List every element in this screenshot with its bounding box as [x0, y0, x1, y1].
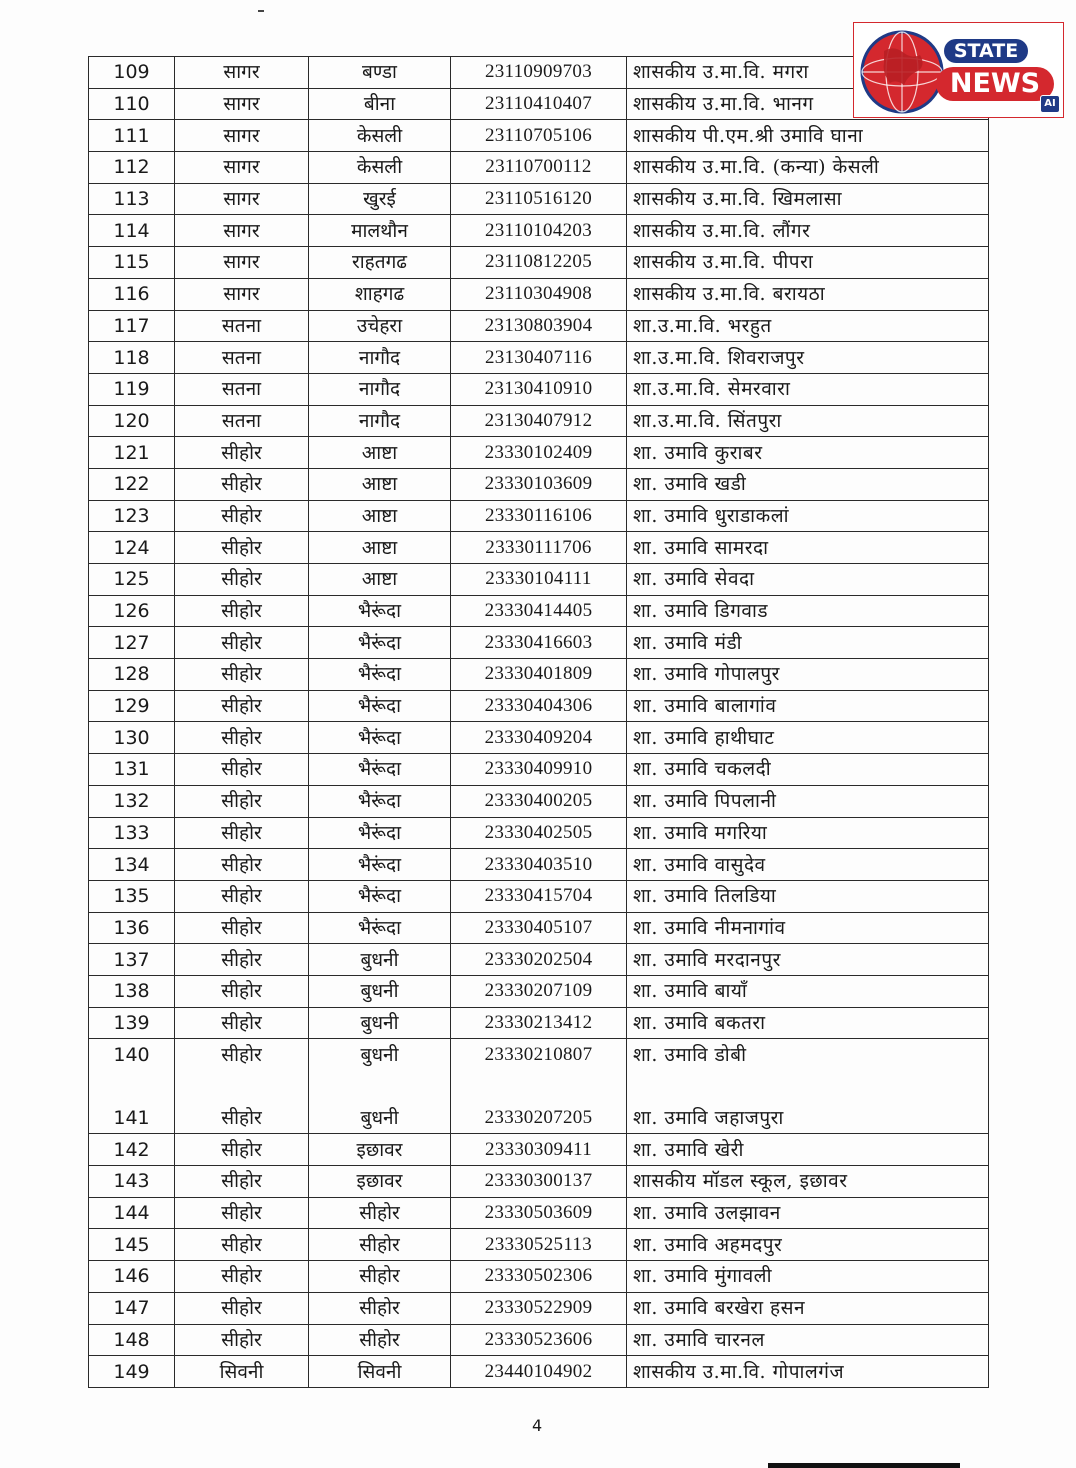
table-row	[89, 278, 989, 310]
district-cell: सीहोर	[175, 1007, 309, 1039]
school-name-cell: शा. उमावि सामरदा	[627, 532, 989, 564]
table-row	[89, 247, 989, 279]
district-cell: सीहोर	[175, 1324, 309, 1356]
spacer-cell	[451, 1071, 627, 1103]
district-cell: सीहोर	[175, 817, 309, 849]
table-body	[89, 57, 989, 1388]
table-row	[89, 564, 989, 596]
udise-code-cell: 23110516120	[451, 183, 627, 215]
district-cell: सागर	[175, 57, 309, 89]
udise-code-cell: 23110812205	[451, 247, 627, 279]
scan-mark	[258, 10, 264, 12]
district-cell: सागर	[175, 152, 309, 184]
udise-code-cell: 23330202504	[451, 944, 627, 976]
table-row	[89, 1102, 989, 1134]
serial-number-cell: 130	[89, 722, 175, 754]
table-row	[89, 722, 989, 754]
serial-number-cell: 148	[89, 1324, 175, 1356]
spacer-cell	[627, 1071, 989, 1103]
udise-code-cell: 23330403510	[451, 849, 627, 881]
district-cell: सीहोर	[175, 944, 309, 976]
block-cell: सीहोर	[309, 1292, 451, 1324]
table-row	[89, 405, 989, 437]
serial-number-cell: 141	[89, 1102, 175, 1134]
block-cell: बुधनी	[309, 975, 451, 1007]
udise-code-cell: 23330503609	[451, 1197, 627, 1229]
district-cell: सीहोर	[175, 690, 309, 722]
block-cell: आष्टा	[309, 468, 451, 500]
block-cell: भैरूंदा	[309, 627, 451, 659]
table-row	[89, 1229, 989, 1261]
district-cell: सीहोर	[175, 754, 309, 786]
block-cell: भैरूंदा	[309, 912, 451, 944]
school-name-cell: शा. उमावि नीमनागांव	[627, 912, 989, 944]
block-cell: इछावर	[309, 1134, 451, 1166]
district-cell: सीहोर	[175, 532, 309, 564]
serial-number-cell: 110	[89, 88, 175, 120]
district-cell: सतना	[175, 310, 309, 342]
udise-code-cell: 23330207205	[451, 1102, 627, 1134]
school-name-cell: शा. उमावि अहमदपुर	[627, 1229, 989, 1261]
table-row	[89, 785, 989, 817]
serial-number-cell: 145	[89, 1229, 175, 1261]
district-cell: सतना	[175, 405, 309, 437]
serial-number-cell: 115	[89, 247, 175, 279]
serial-number-cell: 135	[89, 880, 175, 912]
udise-code-cell: 23330416603	[451, 627, 627, 659]
school-name-cell: शासकीय उ.मा.वि. पीपरा	[627, 247, 989, 279]
district-cell: सीहोर	[175, 975, 309, 1007]
school-name-cell: शा. उमावि तिलडिया	[627, 880, 989, 912]
block-cell: सीहोर	[309, 1229, 451, 1261]
table-row	[89, 690, 989, 722]
table-row	[89, 1356, 989, 1388]
district-cell: सीहोर	[175, 564, 309, 596]
school-name-cell: शा. उमावि खडी	[627, 468, 989, 500]
school-name-cell: शा. उमावि चारनल	[627, 1324, 989, 1356]
block-cell: भैरूंदा	[309, 785, 451, 817]
udise-code-cell: 23440104902	[451, 1356, 627, 1388]
district-cell: सीहोर	[175, 1039, 309, 1071]
block-cell: बुधनी	[309, 1007, 451, 1039]
district-cell: सागर	[175, 183, 309, 215]
district-cell: सागर	[175, 247, 309, 279]
block-cell: केसली	[309, 120, 451, 152]
serial-number-cell: 119	[89, 373, 175, 405]
district-cell: सतना	[175, 342, 309, 374]
block-cell: सिवनी	[309, 1356, 451, 1388]
block-cell: केसली	[309, 152, 451, 184]
school-name-cell: शा. उमावि मंडी	[627, 627, 989, 659]
school-name-cell: शा. उमावि बायाँ	[627, 975, 989, 1007]
udise-code-cell: 23330402505	[451, 817, 627, 849]
school-name-cell: शासकीय उ.मा.वि. गोपालगंज	[627, 1356, 989, 1388]
block-cell: नागौद	[309, 373, 451, 405]
serial-number-cell: 139	[89, 1007, 175, 1039]
block-cell: आष्टा	[309, 532, 451, 564]
district-cell: सीहोर	[175, 849, 309, 881]
table-row	[89, 912, 989, 944]
table-row	[89, 120, 989, 152]
page-number: 4	[532, 1416, 543, 1435]
serial-number-cell: 144	[89, 1197, 175, 1229]
table-row	[89, 468, 989, 500]
udise-code-cell: 23110304908	[451, 278, 627, 310]
district-cell: सागर	[175, 88, 309, 120]
school-name-cell: शासकीय उ.मा.वि. लौंगर	[627, 215, 989, 247]
school-name-cell: शा.उ.मा.वि. सिंतपुरा	[627, 405, 989, 437]
school-name-cell: शासकीय उ.मा.वि. खिमलासा	[627, 183, 989, 215]
school-name-cell: शा. उमावि खेरी	[627, 1134, 989, 1166]
serial-number-cell: 122	[89, 468, 175, 500]
serial-number-cell: 138	[89, 975, 175, 1007]
school-name-cell: शा. उमावि बालागांव	[627, 690, 989, 722]
state-news-logo	[853, 22, 1064, 118]
district-cell: सीहोर	[175, 500, 309, 532]
table-row	[89, 849, 989, 881]
udise-code-cell: 23330300137	[451, 1166, 627, 1198]
udise-code-cell: 23330404306	[451, 690, 627, 722]
district-cell: सागर	[175, 120, 309, 152]
udise-code-cell: 23130407116	[451, 342, 627, 374]
district-cell: सीहोर	[175, 1229, 309, 1261]
table-row	[89, 532, 989, 564]
serial-number-cell: 118	[89, 342, 175, 374]
serial-number-cell: 127	[89, 627, 175, 659]
udise-code-cell: 23130407912	[451, 405, 627, 437]
school-name-cell: शा. उमावि मरदानपुर	[627, 944, 989, 976]
serial-number-cell: 140	[89, 1039, 175, 1071]
block-cell: उचेहरा	[309, 310, 451, 342]
school-name-cell: शा. उमावि हाथीघाट	[627, 722, 989, 754]
table-row	[89, 1197, 989, 1229]
serial-number-cell: 120	[89, 405, 175, 437]
block-cell: सीहोर	[309, 1261, 451, 1293]
district-cell: सीहोर	[175, 1292, 309, 1324]
table-row	[89, 183, 989, 215]
school-name-cell: शा.उ.मा.वि. शिवराजपुर	[627, 342, 989, 374]
block-cell: भैरूंदा	[309, 659, 451, 691]
block-cell: भैरूंदा	[309, 595, 451, 627]
udise-code-cell: 23330523606	[451, 1324, 627, 1356]
district-cell: सीहोर	[175, 1261, 309, 1293]
udise-code-cell: 23330400205	[451, 785, 627, 817]
block-cell: नागौद	[309, 342, 451, 374]
table-row	[89, 659, 989, 691]
udise-code-cell: 23130803904	[451, 310, 627, 342]
school-list-table	[88, 56, 989, 1388]
school-name-cell: शा. उमावि मगरिया	[627, 817, 989, 849]
district-cell: सीहोर	[175, 880, 309, 912]
table-row	[89, 215, 989, 247]
serial-number-cell: 123	[89, 500, 175, 532]
table-row	[89, 310, 989, 342]
table-row	[89, 595, 989, 627]
table-row	[89, 1039, 989, 1071]
school-name-cell: शा.उ.मा.वि. सेमरवारा	[627, 373, 989, 405]
logo-news-text: NEWS	[936, 67, 1054, 101]
block-cell: आष्टा	[309, 500, 451, 532]
school-name-cell: शा. उमावि बरखेरा हसन	[627, 1292, 989, 1324]
school-name-cell: शा. उमावि जहाजपुरा	[627, 1102, 989, 1134]
udise-code-cell: 23330116106	[451, 500, 627, 532]
school-name-cell: शा. उमावि डिगवाड	[627, 595, 989, 627]
udise-code-cell: 23330409910	[451, 754, 627, 786]
serial-number-cell: 142	[89, 1134, 175, 1166]
block-cell: खुरई	[309, 183, 451, 215]
district-cell: सीहोर	[175, 627, 309, 659]
school-name-cell: शा. उमावि धुराडाकलां	[627, 500, 989, 532]
table-row	[89, 880, 989, 912]
table-row	[89, 627, 989, 659]
udise-code-cell: 23110700112	[451, 152, 627, 184]
serial-number-cell: 147	[89, 1292, 175, 1324]
block-cell: नागौद	[309, 405, 451, 437]
serial-number-cell: 126	[89, 595, 175, 627]
udise-code-cell: 23330213412	[451, 1007, 627, 1039]
udise-code-cell: 23330502306	[451, 1261, 627, 1293]
udise-code-cell: 23330401809	[451, 659, 627, 691]
block-cell: भैरूंदा	[309, 880, 451, 912]
block-cell: बुधनी	[309, 1102, 451, 1134]
serial-number-cell: 125	[89, 564, 175, 596]
district-cell: सागर	[175, 215, 309, 247]
school-name-cell: शा. उमावि डोबी	[627, 1039, 989, 1071]
serial-number-cell: 111	[89, 120, 175, 152]
table-row	[89, 373, 989, 405]
table-row	[89, 817, 989, 849]
table-row	[89, 437, 989, 469]
table-row	[89, 1292, 989, 1324]
block-cell: इछावर	[309, 1166, 451, 1198]
serial-number-cell: 136	[89, 912, 175, 944]
block-cell: भैरूंदा	[309, 722, 451, 754]
spacer-cell	[309, 1071, 451, 1103]
udise-code-cell: 23110104203	[451, 215, 627, 247]
serial-number-cell: 134	[89, 849, 175, 881]
serial-number-cell: 149	[89, 1356, 175, 1388]
district-cell: सिवनी	[175, 1356, 309, 1388]
block-cell: मालथौन	[309, 215, 451, 247]
udise-code-cell: 23110705106	[451, 120, 627, 152]
udise-code-cell: 23330210807	[451, 1039, 627, 1071]
udise-code-cell: 23330104111	[451, 564, 627, 596]
block-cell: बुधनी	[309, 1039, 451, 1071]
serial-number-cell: 129	[89, 690, 175, 722]
block-cell: भैरूंदा	[309, 849, 451, 881]
district-cell: सीहोर	[175, 437, 309, 469]
school-name-cell: शा. उमावि उलझावन	[627, 1197, 989, 1229]
block-cell: बुधनी	[309, 944, 451, 976]
logo-ai-badge: AI	[1040, 95, 1060, 113]
udise-code-cell: 23330522909	[451, 1292, 627, 1324]
district-cell: सीहोर	[175, 1166, 309, 1198]
school-name-cell: शासकीय पी.एम.श्री उमावि घाना	[627, 120, 989, 152]
block-cell: बीना	[309, 88, 451, 120]
school-name-cell: शा. उमावि गोपालपुर	[627, 659, 989, 691]
serial-number-cell: 143	[89, 1166, 175, 1198]
school-name-cell: शा. उमावि सेवदा	[627, 564, 989, 596]
district-cell: सीहोर	[175, 659, 309, 691]
table-row	[89, 754, 989, 786]
district-cell: सीहोर	[175, 468, 309, 500]
district-cell: सीहोर	[175, 912, 309, 944]
school-name-cell: शा.उ.मा.वि. भरहुत	[627, 310, 989, 342]
serial-number-cell: 146	[89, 1261, 175, 1293]
block-cell: भैरूंदा	[309, 690, 451, 722]
school-name-cell: शा. उमावि मुंगावली	[627, 1261, 989, 1293]
block-cell: भैरूंदा	[309, 817, 451, 849]
udise-code-cell: 23330415704	[451, 880, 627, 912]
udise-code-cell: 23330309411	[451, 1134, 627, 1166]
udise-code-cell: 23330405107	[451, 912, 627, 944]
udise-code-cell: 23110909703	[451, 57, 627, 89]
serial-number-cell: 137	[89, 944, 175, 976]
school-name-cell: शासकीय उ.मा.वि. मगरा	[627, 57, 989, 89]
school-name-cell: शा. उमावि बकतरा	[627, 1007, 989, 1039]
serial-number-cell: 133	[89, 817, 175, 849]
school-name-cell: शा. उमावि पिपलानी	[627, 785, 989, 817]
district-cell: सीहोर	[175, 785, 309, 817]
table-row	[89, 152, 989, 184]
school-name-cell: शा. उमावि चकलदी	[627, 754, 989, 786]
serial-number-cell: 109	[89, 57, 175, 89]
district-cell: सीहोर	[175, 1134, 309, 1166]
table-row	[89, 342, 989, 374]
serial-number-cell: 121	[89, 437, 175, 469]
district-cell: सीहोर	[175, 595, 309, 627]
serial-number-cell: 113	[89, 183, 175, 215]
serial-number-cell: 132	[89, 785, 175, 817]
block-cell: शाहगढ	[309, 278, 451, 310]
udise-code-cell: 23330102409	[451, 437, 627, 469]
table-row	[89, 1007, 989, 1039]
serial-number-cell: 114	[89, 215, 175, 247]
table-row	[89, 500, 989, 532]
serial-number-cell: 116	[89, 278, 175, 310]
district-cell: सीहोर	[175, 722, 309, 754]
district-cell: सागर	[175, 278, 309, 310]
block-cell: राहतगढ	[309, 247, 451, 279]
spacer-cell	[175, 1071, 309, 1103]
district-cell: सीहोर	[175, 1102, 309, 1134]
table-row	[89, 1324, 989, 1356]
udise-code-cell: 23110410407	[451, 88, 627, 120]
block-cell: आष्टा	[309, 437, 451, 469]
serial-number-cell: 124	[89, 532, 175, 564]
udise-code-cell: 23330111706	[451, 532, 627, 564]
school-name-cell: शासकीय उ.मा.वि. भानग	[627, 88, 989, 120]
udise-code-cell: 23330525113	[451, 1229, 627, 1261]
block-cell: बण्डा	[309, 57, 451, 89]
block-cell: सीहोर	[309, 1324, 451, 1356]
table-row	[89, 1261, 989, 1293]
udise-code-cell: 23330409204	[451, 722, 627, 754]
spacer-row	[89, 1071, 989, 1103]
block-cell: भैरूंदा	[309, 754, 451, 786]
district-cell: सीहोर	[175, 1197, 309, 1229]
udise-code-cell: 23330414405	[451, 595, 627, 627]
table-row	[89, 1166, 989, 1198]
school-name-cell: शासकीय उ.मा.वि. बरायठा	[627, 278, 989, 310]
school-name-cell: शा. उमावि कुराबर	[627, 437, 989, 469]
school-name-cell: शा. उमावि वासुदेव	[627, 849, 989, 881]
serial-number-cell: 117	[89, 310, 175, 342]
district-cell: सतना	[175, 373, 309, 405]
block-cell: आष्टा	[309, 564, 451, 596]
bottom-edge-bar	[768, 1463, 960, 1468]
spacer-cell	[89, 1071, 175, 1103]
school-name-cell: शासकीय मॉडल स्कूल, इछावर	[627, 1166, 989, 1198]
table-row	[89, 975, 989, 1007]
logo-state-text: STATE	[944, 39, 1028, 63]
udise-code-cell: 23330207109	[451, 975, 627, 1007]
serial-number-cell: 128	[89, 659, 175, 691]
block-cell: सीहोर	[309, 1197, 451, 1229]
udise-code-cell: 23130410910	[451, 373, 627, 405]
serial-number-cell: 112	[89, 152, 175, 184]
school-name-cell: शासकीय उ.मा.वि. (कन्या) केसली	[627, 152, 989, 184]
table-row	[89, 944, 989, 976]
table-row	[89, 1134, 989, 1166]
udise-code-cell: 23330103609	[451, 468, 627, 500]
serial-number-cell: 131	[89, 754, 175, 786]
